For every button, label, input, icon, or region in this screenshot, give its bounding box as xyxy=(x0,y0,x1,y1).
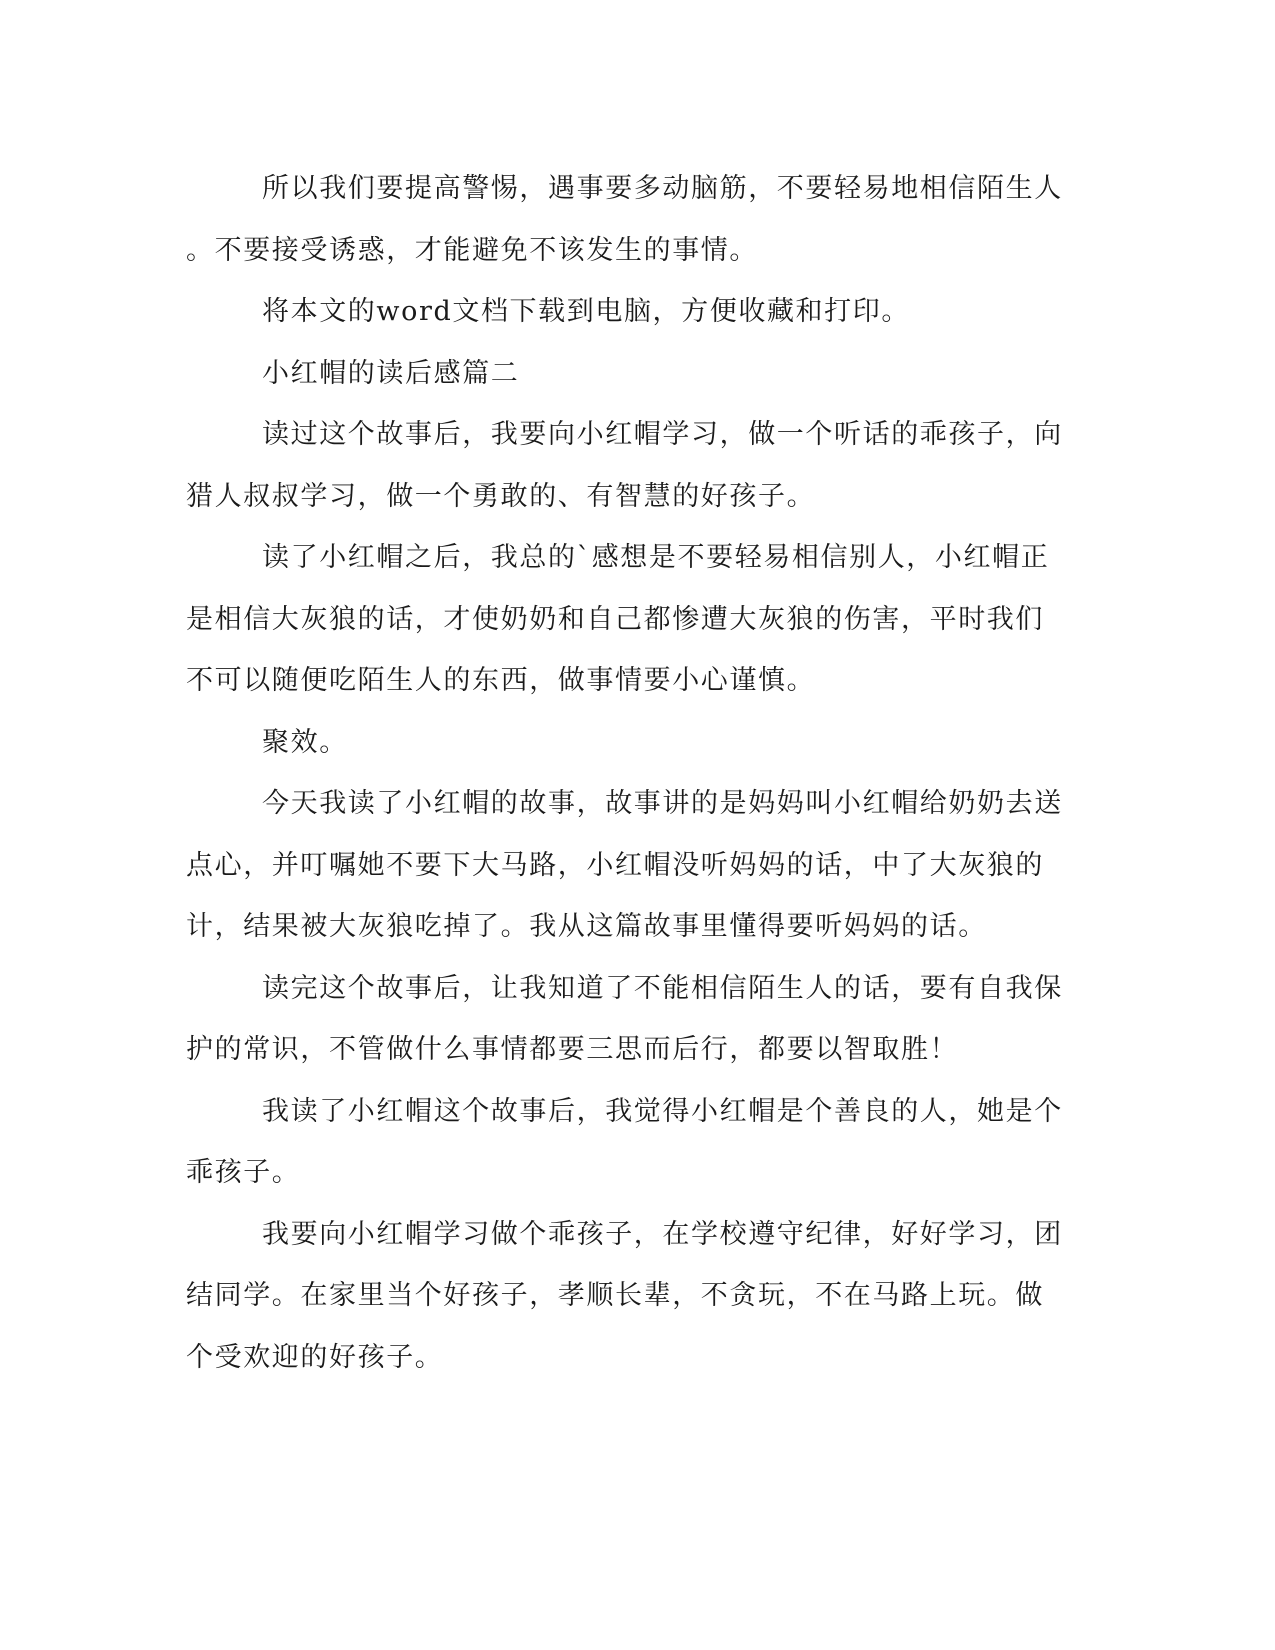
heading-line: 小红帽的读后感篇二 xyxy=(262,357,520,389)
paragraph xyxy=(186,773,1086,958)
text-line: 护的常识，不管做什么事情都要三思而后行，都要以智取胜！ xyxy=(186,1034,959,1065)
text-line: 个受欢迎的好孩子。 xyxy=(186,1341,444,1373)
text-line: 我要向小红帽学习做个乖孩子，在学校遵守纪律，好好学习，团 xyxy=(262,1218,1063,1250)
text-line: 将本文的word文档下载到电脑，方便收藏和打印。 xyxy=(262,296,910,327)
paragraph xyxy=(186,958,1086,1081)
paragraph xyxy=(186,712,1086,774)
paragraph xyxy=(186,281,1086,343)
text-line: 读了小红帽之后，我总的`感想是不要轻易相信别人，小红帽正 xyxy=(262,542,1050,573)
paragraph xyxy=(186,1204,1086,1389)
paragraph xyxy=(186,404,1086,527)
text-line: 乖孩子。 xyxy=(186,1157,301,1188)
section-heading xyxy=(186,343,1086,405)
text-line: 计，结果被大灰狼吃掉了。我从这篇故事里懂得要听妈妈的话。 xyxy=(186,911,987,942)
text-line: 我读了小红帽这个故事后，我觉得小红帽是个善良的人，她是个 xyxy=(262,1095,1063,1127)
paragraph xyxy=(186,527,1086,712)
text-line: 所以我们要提高警惕，遇事要多动脑筋，不要轻易地相信陌生人 xyxy=(262,173,1063,204)
text-line: 结同学。在家里当个好孩子，孝顺长辈，不贪玩，不在马路上玩。做 xyxy=(186,1280,1044,1311)
paragraph xyxy=(186,158,1086,281)
document-body xyxy=(186,158,1086,1388)
text-line: 。不要接受诱惑，才能避免不该发生的事情。 xyxy=(186,234,758,266)
text-line: 聚效。 xyxy=(262,726,348,758)
text-line: 今天我读了小红帽的故事，故事讲的是妈妈叫小红帽给奶奶去送 xyxy=(262,788,1063,819)
text-line: 读过这个故事后，我要向小红帽学习，做一个听话的乖孩子，向 xyxy=(262,419,1063,450)
text-line: 是相信大灰狼的话，才使奶奶和自己都惨遭大灰狼的伤害，平时我们 xyxy=(186,603,1044,635)
text-line: 读完这个故事后，让我知道了不能相信陌生人的话，要有自我保 xyxy=(262,972,1063,1004)
text-line: 猎人叔叔学习，做一个勇敢的、有智慧的好孩子。 xyxy=(186,480,816,512)
paragraph xyxy=(186,1081,1086,1204)
text-line: 不可以随便吃陌生人的东西，做事情要小心谨慎。 xyxy=(186,665,816,696)
text-line: 点心，并叮嘱她不要下大马路，小红帽没听妈妈的话，中了大灰狼的 xyxy=(186,849,1044,881)
